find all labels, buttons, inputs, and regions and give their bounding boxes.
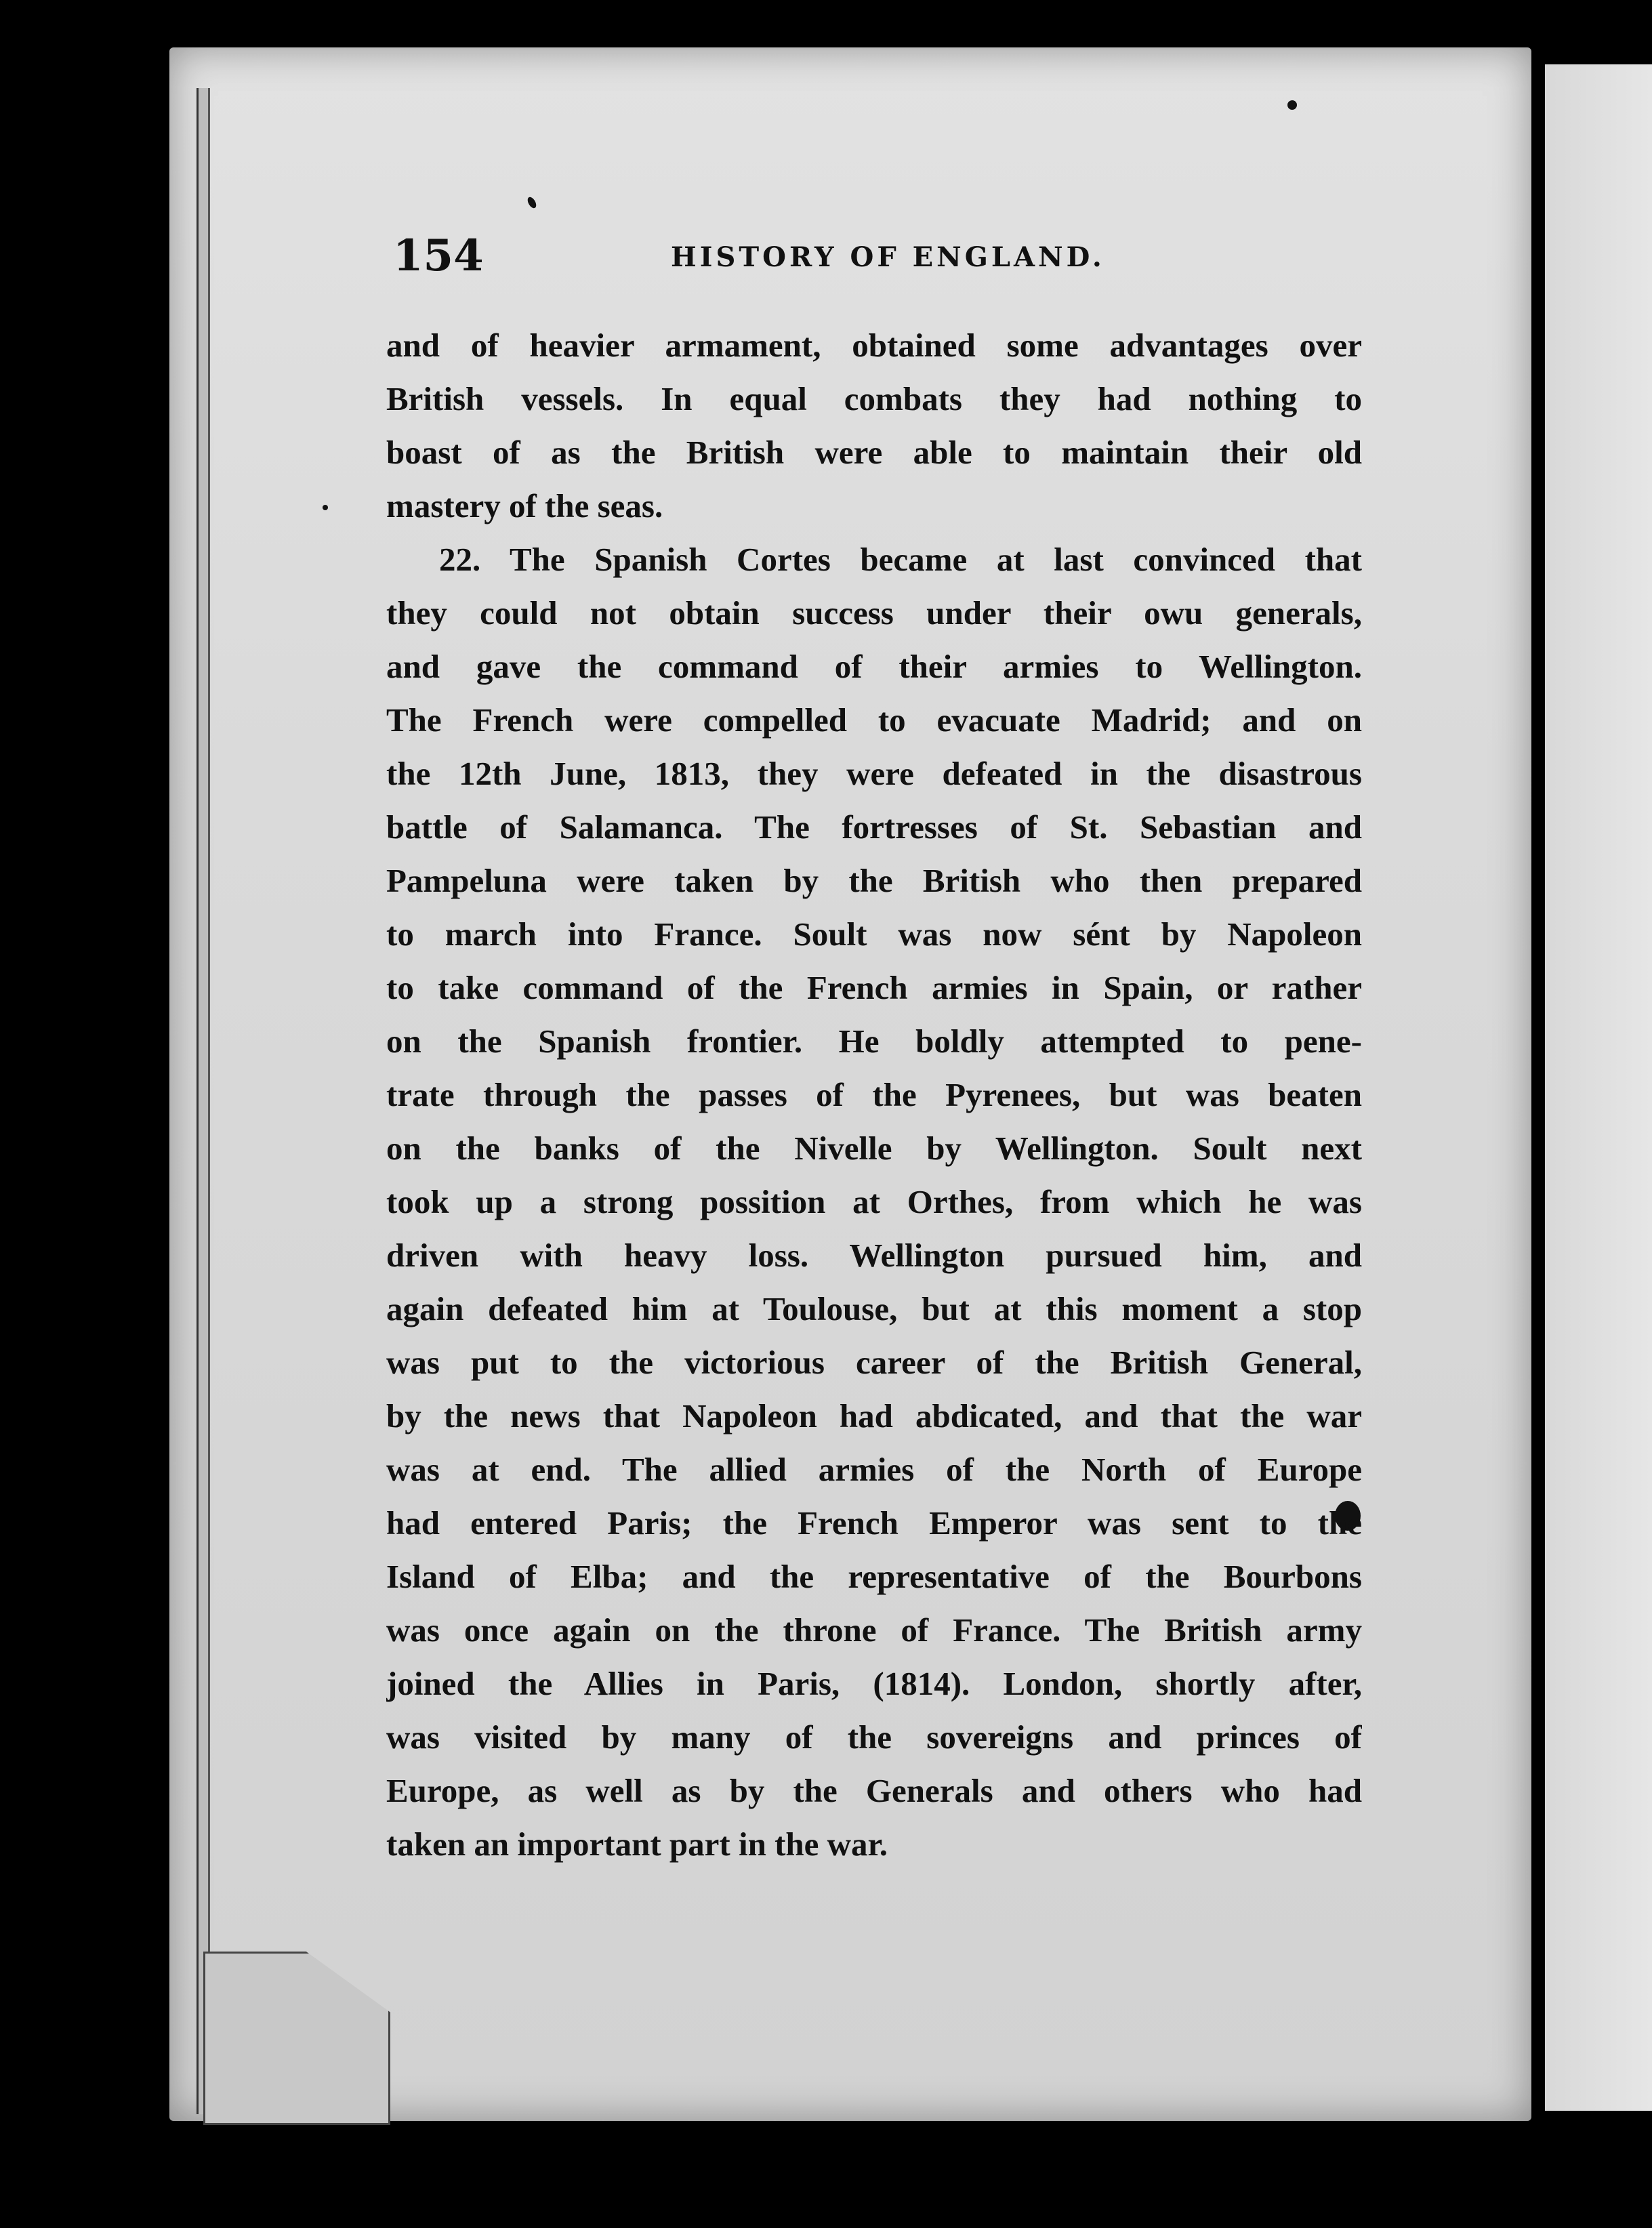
paragraph-start-line: 22. The Spanish Cortes became at last convinced that: [439, 541, 1362, 578]
text-line: driven with heavy loss. Wellington pursued him, and: [386, 1237, 1362, 1274]
text-line: joined the Allies in Paris, (1814). London, shortly after,: [386, 1665, 1362, 1702]
text-line: was once again on the throne of France. The British army: [386, 1611, 1362, 1649]
page-header: [393, 230, 1362, 291]
text-line: Pampeluna were taken by the British who then prepared: [386, 862, 1362, 899]
text-line: trate through the passes of the Pyrenees, but was beaten: [386, 1076, 1362, 1113]
text-line: was at end. The allied armies of the North of Europe: [386, 1451, 1362, 1488]
running-head: HISTORY OF ENGLAND.: [671, 241, 1105, 273]
text-line: took up a strong possition at Orthes, from which he was: [386, 1183, 1362, 1220]
text-line: on the Spanish frontier. He boldly attempted to pene-: [386, 1023, 1362, 1060]
text-line: was put to the victorious career of the British General,: [386, 1344, 1362, 1381]
text-line: was visited by many of the sovereigns and princes of: [386, 1718, 1362, 1756]
text-line: and of heavier armament, obtained some advantages over: [386, 327, 1362, 364]
text-line: the 12th June, 1813, they were defeated in the disastrous: [386, 755, 1362, 792]
text-line: boast of as the British were able to maintain their old: [386, 434, 1362, 471]
text-line: taken an important part in the war.: [386, 1825, 888, 1863]
body-text: [386, 318, 1362, 1871]
text-line: had entered Paris; the French Emperor was sent to the: [386, 1504, 1362, 1542]
text-line: battle of Salamanca. The fortresses of St. Sebastian and: [386, 808, 1362, 846]
text-line: again defeated him at Toulouse, but at this moment a stop: [386, 1290, 1362, 1327]
text-line: The French were compelled to evacuate Madrid; and on: [386, 701, 1362, 739]
opposite-page-edge: [1545, 64, 1652, 2111]
text-line: mastery of the seas.: [386, 487, 663, 524]
text-line: Europe, as well as by the Generals and others who had: [386, 1772, 1362, 1809]
text-line: Island of Elba; and the representative of the Bourbons: [386, 1558, 1362, 1595]
text-line: and gave the command of their armies to Wellington.: [386, 648, 1362, 685]
page-stack-edge: [197, 88, 210, 2114]
ink-speck: [1287, 100, 1297, 110]
text-line: they could not obtain success under their owu generals,: [386, 594, 1362, 632]
ink-speck: [323, 505, 328, 510]
page-number: 154: [393, 230, 484, 281]
text-line: on the banks of the Nivelle by Wellington. Soult next: [386, 1130, 1362, 1167]
text-line: to take command of the French armies in Spain, or rather: [386, 969, 1362, 1006]
text-line: to march into France. Soult was now sént by Napoleon: [386, 915, 1362, 953]
text-line: British vessels. In equal combats they had nothing to: [386, 380, 1362, 417]
text-line: by the news that Napoleon had abdicated, and that the war: [386, 1397, 1362, 1435]
